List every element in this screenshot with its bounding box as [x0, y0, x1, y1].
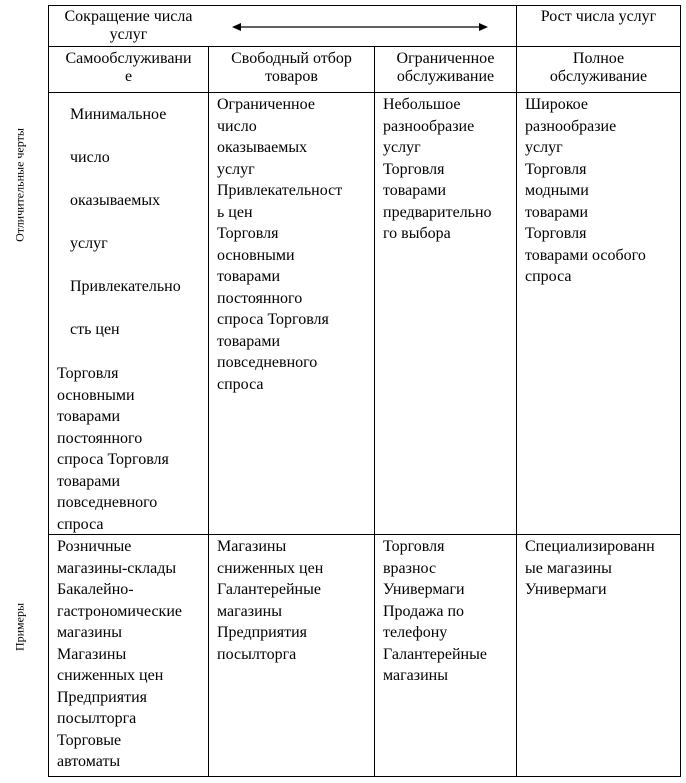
cell-text-line: Торговля	[383, 160, 445, 178]
column-header-full-service	[517, 50, 680, 86]
column-header-text: Полное	[572, 50, 625, 67]
cell-text-line: Торговля	[525, 225, 587, 242]
cell-text-line: Привлекательно	[70, 278, 181, 295]
cell-text-line: Ограниченное	[217, 96, 315, 113]
cell-text-line: товарами	[57, 408, 121, 425]
cell-text-line: Галантерейные	[383, 645, 487, 663]
cell-text-line: сть цен	[70, 321, 120, 338]
examples-self-service	[49, 536, 208, 773]
cell-text-line: посылторга	[57, 710, 137, 727]
cell-text-line: сниженных цен	[217, 559, 324, 577]
cell-text-line: товарами особого	[525, 246, 646, 264]
cell-text-line: оказываемых	[217, 139, 308, 156]
cell-text-line: Торговля	[383, 538, 445, 555]
cell-text-line: сниженных цен	[57, 667, 164, 684]
cell-text-line: гастрономические	[57, 602, 182, 620]
cell-text-line: магазины-склады	[57, 559, 177, 577]
cell-text-line: основными	[217, 246, 295, 264]
cell-text-line: оказываемых	[70, 192, 161, 209]
cell-text-line: спроса	[57, 515, 104, 533]
cell-text-line: Торговые	[57, 731, 122, 749]
examples-full-service	[517, 536, 680, 601]
cell-text-line: предварительно	[383, 203, 492, 221]
cell-text-line: товарами	[383, 182, 447, 199]
cell-text-line: товарами	[217, 268, 281, 285]
cell-text-line: Предприятия	[217, 624, 307, 641]
column-header-limited-service	[375, 50, 516, 86]
cell-text-line: Торговля	[525, 160, 587, 178]
row-label-features: Отличительные черты	[12, 128, 27, 242]
cell-text-line: число	[217, 117, 257, 135]
column-header-text: Ограниченное	[396, 50, 495, 67]
cell-text-line: Розничные	[57, 538, 132, 555]
column-header-text: обслуживание	[549, 68, 648, 85]
header-decrease-line-2: услуг	[109, 26, 148, 43]
cell-text-line: ые магазины	[525, 559, 612, 577]
cell-text-line: основными	[57, 386, 135, 404]
table-border-right	[680, 5, 681, 777]
cell-text-line: Торговля	[57, 365, 119, 382]
cell-text-line: постоянного	[57, 429, 143, 447]
cell-text-line: спроса	[217, 375, 264, 393]
cell-text-line: повседневного	[217, 354, 318, 371]
column-header-text: Самообслуживани	[65, 50, 192, 67]
cell-text-line: Специализированн	[525, 538, 655, 555]
cell-text-line: разнообразие	[383, 117, 475, 135]
cell-text-line: посылторга	[217, 645, 297, 663]
cell-text-line: Магазины	[57, 645, 127, 663]
cell-text-line: Галантерейные	[217, 581, 321, 598]
header-decrease-line-1: Сокращение числа	[64, 8, 193, 25]
cell-text-line: спроса Торговля	[57, 451, 169, 468]
cell-text-line: вразнос	[383, 559, 437, 577]
cell-text-line: товарами	[525, 203, 589, 221]
comparison-table	[48, 5, 681, 777]
cell-text-line: услуг	[525, 139, 563, 156]
examples-limited-service	[375, 536, 516, 687]
column-header-self-service	[49, 50, 208, 86]
cell-text-line: услуг	[70, 235, 108, 252]
header-divider	[48, 46, 681, 47]
features-self-service-spaced	[62, 93, 208, 351]
cell-text-line: магазины	[383, 667, 448, 684]
cell-text-line: Широкое	[525, 96, 588, 113]
cell-text-line: ь цен	[217, 203, 253, 221]
cell-text-line: разнообразие	[525, 117, 617, 135]
cell-text-line: товарами	[217, 332, 281, 350]
cell-text-line: постоянного	[217, 289, 303, 307]
column-header-text: обслуживание	[396, 68, 495, 85]
cell-text-line: Минимальное	[70, 106, 167, 123]
column-header-free-selection	[209, 50, 374, 86]
cell-text-line: Универмаги	[383, 581, 465, 598]
cell-text-line: Привлекательност	[217, 182, 343, 199]
cell-text-line: товарами	[57, 472, 121, 490]
cell-text-line: услуг	[383, 139, 421, 156]
column-header-text: Свободный отбор	[231, 50, 352, 67]
cell-text-line: Бакалейно-	[57, 581, 134, 598]
cell-text-line: автоматы	[57, 753, 121, 770]
cell-text-line: спроса Торговля	[217, 311, 329, 328]
features-self-service-trade	[49, 363, 208, 535]
column-header-text: е	[124, 68, 133, 85]
features-full-service	[517, 94, 680, 288]
header-increase-text: Рост числа услуг	[540, 8, 657, 25]
cell-text-line: Небольшое	[383, 96, 461, 113]
column-header-text: товаров	[265, 68, 318, 85]
row-label-examples: Примеры	[12, 602, 27, 652]
cell-text-line: телефону	[383, 624, 448, 641]
cell-text-line: Торговля	[217, 225, 279, 242]
cell-text-line: магазины	[57, 624, 122, 641]
cell-text-line: модными	[525, 182, 589, 199]
table-border-top	[48, 5, 681, 6]
cell-text-line: услуг	[217, 160, 255, 178]
double-arrow-icon	[232, 21, 488, 33]
header-decrease-services	[49, 8, 208, 44]
header-increase-services	[517, 8, 680, 26]
table-border-bottom	[48, 776, 681, 777]
cell-text-line: го выбора	[383, 225, 451, 242]
cell-text-line: Магазины	[217, 538, 287, 555]
cell-text-line: повседневного	[57, 494, 158, 511]
cell-text-line: число	[70, 149, 110, 166]
features-free-selection	[209, 94, 374, 395]
cell-text-line: магазины	[217, 602, 282, 620]
cell-text-line: Предприятия	[57, 688, 147, 706]
cell-text-line: спроса	[525, 268, 572, 285]
cell-text-line: Универмаги	[525, 581, 607, 598]
examples-free-selection	[209, 536, 374, 665]
features-limited-service	[375, 94, 516, 245]
cell-text-line: Продажа по	[383, 602, 465, 620]
